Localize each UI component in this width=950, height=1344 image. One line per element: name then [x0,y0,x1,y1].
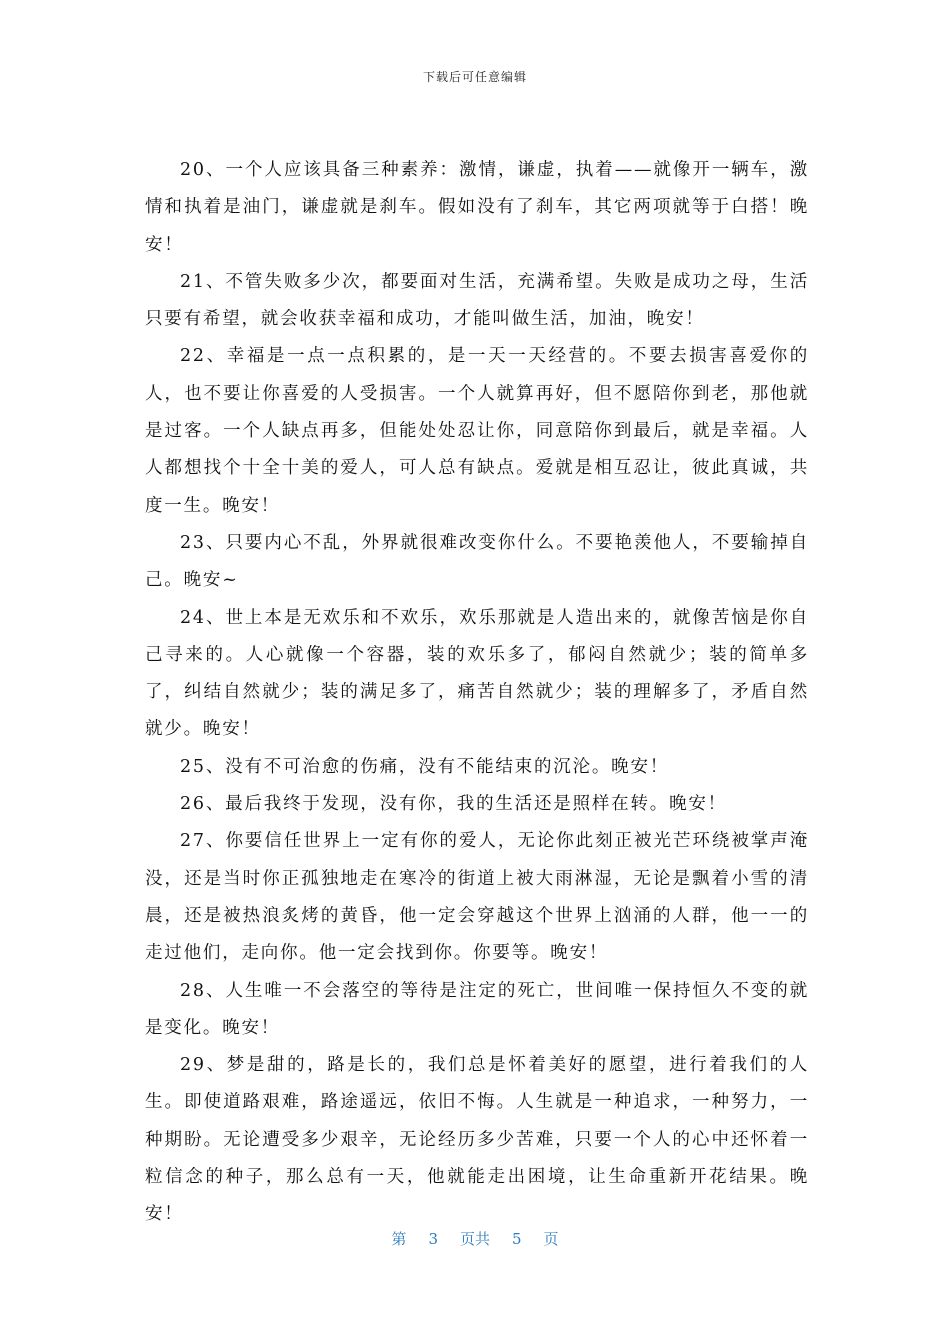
footer-middle: 页共 [459,1230,490,1248]
paragraph-21: 21、不管失败多少次，都要面对生活，充满希望。失败是成功之母，生活只要有希望，就会收获幸福和成功，才能叫做生活，加油，晚安！ [145,271,809,330]
footer-total-pages: 5 [512,1230,522,1248]
document-body [145,152,809,1234]
paragraph-26: 26、最后我终于发现，没有你，我的生活还是照样在转。晚安！ [180,794,727,815]
footer-suffix: 页 [543,1230,559,1248]
paragraph-25: 25、没有不可治愈的伤痛，没有不能结束的沉沦。晚安！ [180,756,670,777]
page-footer [0,1228,950,1249]
footer-prefix: 第 [391,1230,407,1248]
page-header: 下载后可任意编辑 [422,70,527,84]
paragraph-24: 24、世上本是无欢乐和不欢乐，欢乐那就是人造出来的，就像苦恼是你自己寻来的。人心就像一个容器，装的欢乐多了，郁闷自然就少；装的简单多了，纠结自然就少；装的满足多了，痛苦自然就少；装的理解多了，矛盾自然就少。晚安！ [145,607,809,740]
paragraph-27: 27、你要信任世界上一定有你的爱人，无论你此刻正被光芒环绕被掌声淹没，还是当时你正孤独地走在寒冷的街道上被大雨淋湿，无论是飘着小雪的清晨，还是被热浪炙烤的黄昏，他一定会穿越这个世界上汹涌的人群，他一一的走过他们，走向你。他一定会找到你。你要等。晚安！ [145,831,809,964]
paragraph-20: 20、一个人应该具备三种素养：激情，谦虚，执着——就像开一辆车，激情和执着是油门，谦虚就是刹车。假如没有了刹车，其它两项就等于白搭！晚安！ [145,160,809,255]
paragraph-29: 29、梦是甜的，路是长的，我们总是怀着美好的愿望，进行着我们的人生。即使道路艰难，路途遥远，依旧不悔。人生就是一种追求，一种努力，一种期盼。无论遭受多少艰辛，无论经历多少苦难，只要一个人的心中还怀着一粒信念的种子，那么总有一天，他就能走出困境，让生命重新开花结果。晚安！ [145,1055,809,1225]
paragraph-28: 28、人生唯一不会落空的等待是注定的死亡，世间唯一保持恒久不变的就是变化。晚安！ [145,980,809,1038]
paragraph-23: 23、只要内心不乱，外界就很难改变你什么。不要艳羡他人，不要输掉自己。晚安~ [145,532,809,591]
footer-current-page: 3 [428,1230,438,1248]
paragraph-22: 22、幸福是一点一点积累的，是一天一天经营的。不要去损害喜爱你的人，也不要让你喜爱的人受损害。一个人就算再好，但不愿陪你到老，那他就是过客。一个人缺点再多，但能处处忍让你，同意陪你到最后，就是幸福。人人都想找个十全十美的爱人，可人总有缺点。爱就是相互忍让，彼此真诚，共度一生。晚安！ [145,346,809,516]
